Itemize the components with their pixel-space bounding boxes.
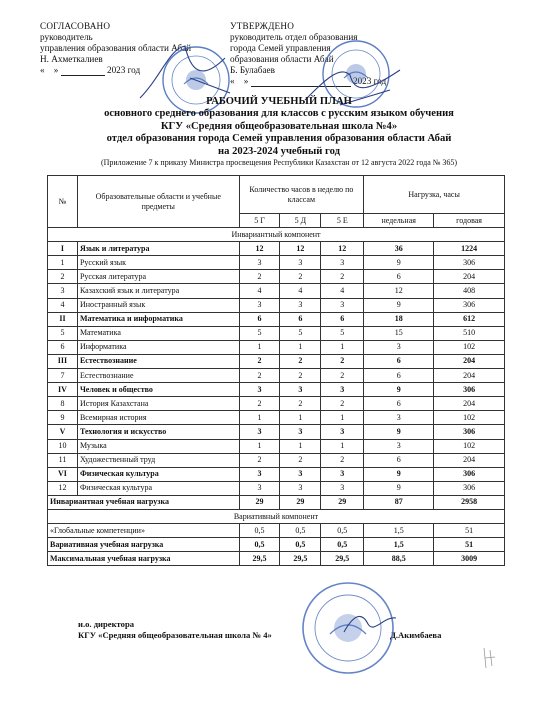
- cell-5g: 6: [239, 312, 280, 326]
- cell-5g: 4: [239, 284, 280, 298]
- approval-left-role: руководитель: [40, 32, 93, 42]
- title-line3: КГУ «Средняя общеобразовательная школа №4»: [160, 120, 398, 132]
- cell-5e: 1: [321, 340, 364, 354]
- row-number: V: [48, 425, 78, 439]
- variative-total-row: [48, 538, 505, 552]
- col-header-subjects: Образовательные области и учебные предметы: [77, 176, 239, 228]
- row-number: 7: [48, 369, 78, 383]
- subject-row: [48, 326, 505, 340]
- cell-5d: 6: [280, 312, 321, 326]
- row-subject: Математика: [77, 326, 239, 340]
- pencil-mark: [480, 644, 500, 672]
- cell-yearly: 51: [434, 524, 505, 538]
- cell-5d: 3: [280, 467, 321, 481]
- cell-5g: 3: [239, 298, 280, 312]
- section-row: [48, 425, 505, 439]
- cell-5d: 29,5: [280, 552, 321, 566]
- cell-5d: 3: [280, 425, 321, 439]
- cell-5d: 4: [280, 284, 321, 298]
- cell-yearly: 204: [434, 354, 505, 368]
- row-number: 12: [48, 481, 78, 495]
- row-subject: Физическая культура: [77, 481, 239, 495]
- cell-5g: 5: [239, 326, 280, 340]
- cell-5d: 12: [280, 242, 321, 256]
- cell-weekly: 6: [364, 453, 434, 467]
- cell-5g: 2: [239, 354, 280, 368]
- cell-yearly: 204: [434, 270, 505, 284]
- row-number: 2: [48, 270, 78, 284]
- footer-director-name: Д.Акимбаева: [390, 630, 442, 640]
- row-subject: Информатика: [77, 340, 239, 354]
- cell-5g: 2: [239, 270, 280, 284]
- row-subject: Естествознание: [77, 354, 239, 368]
- cell-5e: 3: [321, 383, 364, 397]
- cell-yearly: 510: [434, 326, 505, 340]
- cell-5g: 3: [239, 256, 280, 270]
- approval-right-title: УТВЕРЖДЕНО: [230, 21, 295, 31]
- row-subject: Казахский язык и литература: [77, 284, 239, 298]
- cell-5e: 29: [321, 495, 364, 509]
- row-subject: Максимальная учебная нагрузка: [48, 552, 240, 566]
- row-subject: Физическая культура: [77, 467, 239, 481]
- approval-left-name: Н. Ахметкалиев: [40, 54, 103, 64]
- row-subject: Математика и информатика: [77, 312, 239, 326]
- cell-yearly: 2958: [434, 495, 505, 509]
- cell-weekly: 15: [364, 326, 434, 340]
- title-line5: на 2023-2024 учебный год: [218, 145, 340, 157]
- row-subject: Вариативная учебная нагрузка: [48, 538, 240, 552]
- section-row: [48, 312, 505, 326]
- cell-weekly: 18: [364, 312, 434, 326]
- section-row: [48, 242, 505, 256]
- subject-row: [48, 369, 505, 383]
- cell-yearly: 204: [434, 397, 505, 411]
- cell-5g: 1: [239, 439, 280, 453]
- cell-yearly: 612: [434, 312, 505, 326]
- row-number: 6: [48, 340, 78, 354]
- row-number: 3: [48, 284, 78, 298]
- cell-5e: 2: [321, 270, 364, 284]
- subject-row: [48, 397, 505, 411]
- subject-row: [48, 481, 505, 495]
- cell-yearly: 51: [434, 538, 505, 552]
- row-number: 9: [48, 411, 78, 425]
- footer-role: и.о. директора: [78, 619, 135, 629]
- cell-5e: 3: [321, 298, 364, 312]
- row-number: IV: [48, 383, 78, 397]
- section-row: [48, 467, 505, 481]
- cell-5e: 3: [321, 481, 364, 495]
- col-header-class-5g: 5 Г: [239, 214, 280, 228]
- invariant-component-header: Инвариантный компонент: [48, 228, 505, 242]
- approval-right-line1: руководитель отдел образования: [230, 32, 358, 42]
- cell-weekly: 1,5: [364, 524, 434, 538]
- cell-weekly: 3: [364, 340, 434, 354]
- cell-5g: 3: [239, 425, 280, 439]
- variative-subject-row: [48, 524, 505, 538]
- cell-5g: 1: [239, 340, 280, 354]
- cell-5e: 3: [321, 425, 364, 439]
- row-number: 8: [48, 397, 78, 411]
- cell-yearly: 204: [434, 369, 505, 383]
- cell-5g: 29: [239, 495, 280, 509]
- cell-5d: 3: [280, 256, 321, 270]
- cell-5d: 3: [280, 298, 321, 312]
- cell-yearly: 102: [434, 439, 505, 453]
- cell-yearly: 204: [434, 453, 505, 467]
- cell-weekly: 12: [364, 284, 434, 298]
- cell-5d: 2: [280, 354, 321, 368]
- row-number: VI: [48, 467, 78, 481]
- cell-weekly: 87: [364, 495, 434, 509]
- title-line2: основного среднего образования для классов с русским языком обучения: [104, 108, 454, 120]
- cell-weekly: 6: [364, 270, 434, 284]
- cell-5e: 6: [321, 312, 364, 326]
- cell-5g: 2: [239, 369, 280, 383]
- cell-5d: 2: [280, 270, 321, 284]
- cell-5d: 1: [280, 439, 321, 453]
- row-number: I: [48, 242, 78, 256]
- row-number: 10: [48, 439, 78, 453]
- row-subject: Иностранный язык: [77, 298, 239, 312]
- cell-5g: 12: [239, 242, 280, 256]
- cell-yearly: 102: [434, 340, 505, 354]
- cell-weekly: 1,5: [364, 538, 434, 552]
- row-subject: Человек и общество: [77, 383, 239, 397]
- cell-yearly: 306: [434, 256, 505, 270]
- cell-yearly: 306: [434, 383, 505, 397]
- cell-5e: 1: [321, 411, 364, 425]
- subject-row: [48, 298, 505, 312]
- cell-weekly: 9: [364, 298, 434, 312]
- subject-row: [48, 439, 505, 453]
- col-header-weekly: недельная: [364, 214, 434, 228]
- approval-left-title: СОГЛАСОВАНО: [40, 21, 111, 31]
- row-number: II: [48, 312, 78, 326]
- cell-weekly: 6: [364, 354, 434, 368]
- cell-weekly: 6: [364, 369, 434, 383]
- cell-5e: 1: [321, 439, 364, 453]
- footer-signature-block: [78, 619, 442, 641]
- col-header-hours: Количество часов в неделю по классам: [239, 176, 364, 214]
- cell-5e: 4: [321, 284, 364, 298]
- cell-5d: 3: [280, 481, 321, 495]
- row-subject: Всемирная история: [77, 411, 239, 425]
- signature-director: [340, 608, 400, 638]
- row-number: 5: [48, 326, 78, 340]
- cell-weekly: 3: [364, 411, 434, 425]
- col-header-class-5e: 5 Е: [321, 214, 364, 228]
- subject-row: [48, 270, 505, 284]
- row-subject: «Глобальные компетенции»: [48, 524, 240, 538]
- cell-5e: 12: [321, 242, 364, 256]
- cell-5g: 3: [239, 481, 280, 495]
- cell-5e: 5: [321, 326, 364, 340]
- cell-5d: 0,5: [280, 538, 321, 552]
- cell-yearly: 3009: [434, 552, 505, 566]
- cell-5d: 2: [280, 397, 321, 411]
- section-row: [48, 383, 505, 397]
- cell-5d: 0,5: [280, 524, 321, 538]
- approval-right-line2: города Семей управления: [230, 43, 331, 53]
- row-subject: Естествознание: [77, 369, 239, 383]
- max-total-row: [48, 552, 505, 566]
- subject-row: [48, 453, 505, 467]
- approval-left-org: управления образования области Абай: [40, 43, 192, 53]
- cell-weekly: 3: [364, 439, 434, 453]
- cell-5g: 3: [239, 467, 280, 481]
- cell-weekly: 6: [364, 397, 434, 411]
- curriculum-table: [47, 175, 505, 566]
- row-subject: Художественный труд: [77, 453, 239, 467]
- approval-right-name: Б. Булабаев: [230, 65, 275, 75]
- cell-5d: 2: [280, 453, 321, 467]
- cell-yearly: 306: [434, 481, 505, 495]
- subject-row: [48, 340, 505, 354]
- approval-right-date: « » 2023 год: [230, 76, 387, 86]
- subject-row: [48, 256, 505, 270]
- cell-weekly: 9: [364, 467, 434, 481]
- title-line4: отдел образования города Семей управления образования области Абай: [106, 133, 452, 145]
- cell-5e: 2: [321, 397, 364, 411]
- cell-weekly: 9: [364, 425, 434, 439]
- cell-5g: 2: [239, 453, 280, 467]
- cell-5d: 3: [280, 383, 321, 397]
- approval-right-line3: образования области Абай: [230, 54, 334, 64]
- row-subject: Инвариантная учебная нагрузка: [48, 495, 240, 509]
- approval-left-date: « » 2023 год: [40, 65, 141, 75]
- cell-yearly: 408: [434, 284, 505, 298]
- col-header-load: Нагрузка, часы: [364, 176, 505, 214]
- cell-5d: 1: [280, 340, 321, 354]
- col-header-yearly: годовая: [434, 214, 505, 228]
- row-subject: Технология и искусство: [77, 425, 239, 439]
- row-subject: Язык и литература: [77, 242, 239, 256]
- cell-5e: 2: [321, 369, 364, 383]
- row-subject: Музыка: [77, 439, 239, 453]
- cell-5g: 0,5: [239, 538, 280, 552]
- cell-yearly: 306: [434, 425, 505, 439]
- footer-school: КГУ «Средняя общеобразовательная школа № 4»: [78, 630, 272, 640]
- cell-weekly: 88,5: [364, 552, 434, 566]
- cell-5e: 3: [321, 467, 364, 481]
- cell-yearly: 102: [434, 411, 505, 425]
- col-header-class-5d: 5 Д: [280, 214, 321, 228]
- cell-yearly: 1224: [434, 242, 505, 256]
- cell-weekly: 36: [364, 242, 434, 256]
- cell-yearly: 306: [434, 467, 505, 481]
- cell-5g: 1: [239, 411, 280, 425]
- cell-5e: 29,5: [321, 552, 364, 566]
- cell-yearly: 306: [434, 298, 505, 312]
- variative-component-header: Вариативный компонент: [48, 509, 505, 523]
- section-row: [48, 354, 505, 368]
- col-header-number: №: [48, 176, 78, 228]
- cell-5d: 29: [280, 495, 321, 509]
- row-subject: Русский язык: [77, 256, 239, 270]
- row-number: 4: [48, 298, 78, 312]
- cell-weekly: 9: [364, 383, 434, 397]
- title-line1: РАБОЧИЙ УЧЕБНЫЙ ПЛАН: [206, 96, 352, 107]
- row-number: 11: [48, 453, 78, 467]
- document-title: [40, 96, 518, 168]
- subject-row: [48, 284, 505, 298]
- cell-5d: 1: [280, 411, 321, 425]
- cell-5g: 29,5: [239, 552, 280, 566]
- cell-5e: 0,5: [321, 524, 364, 538]
- invariant-total-row: [48, 495, 505, 509]
- cell-5e: 2: [321, 354, 364, 368]
- row-subject: История Казахстана: [77, 397, 239, 411]
- cell-weekly: 9: [364, 481, 434, 495]
- row-subject: Русская литература: [77, 270, 239, 284]
- cell-5d: 5: [280, 326, 321, 340]
- cell-weekly: 9: [364, 256, 434, 270]
- cell-5e: 0,5: [321, 538, 364, 552]
- cell-5e: 3: [321, 256, 364, 270]
- cell-5g: 3: [239, 383, 280, 397]
- cell-5d: 2: [280, 369, 321, 383]
- cell-5e: 2: [321, 453, 364, 467]
- title-note: (Приложение 7 к приказу Министра просвещения Республики Казахстан от 12 августа 2022 года № 365): [100, 158, 458, 168]
- cell-5g: 0,5: [239, 524, 280, 538]
- cell-5g: 2: [239, 397, 280, 411]
- subject-row: [48, 411, 505, 425]
- row-number: 1: [48, 256, 78, 270]
- row-number: III: [48, 354, 78, 368]
